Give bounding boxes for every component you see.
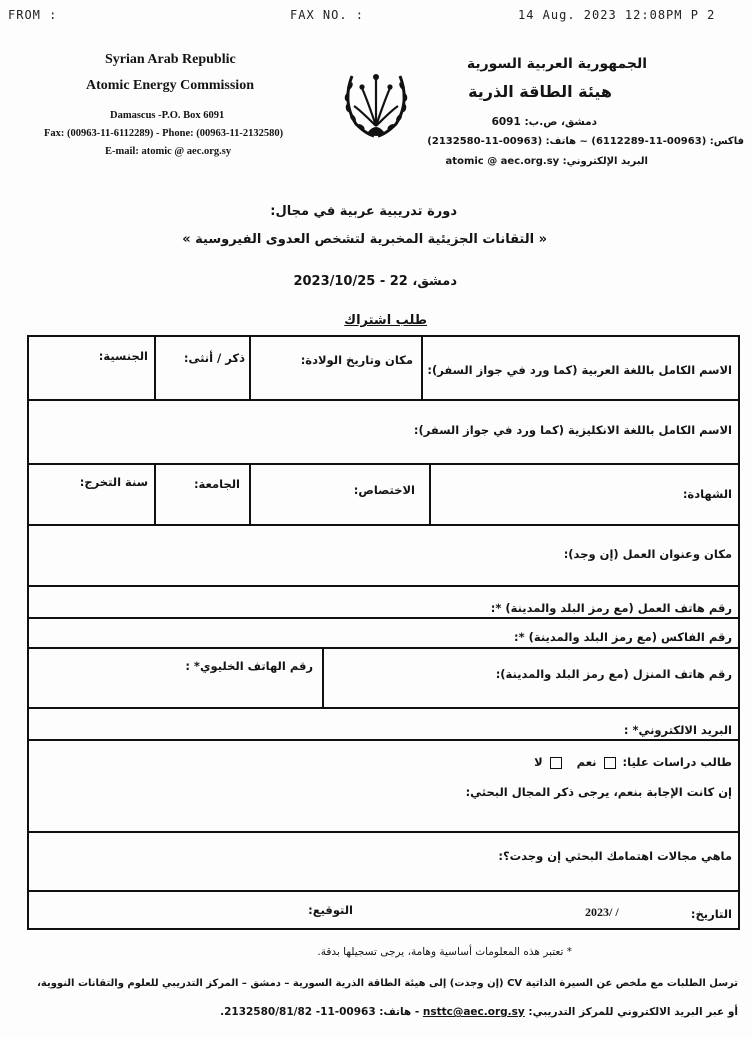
header-en-title2: Atomic Energy Commission	[86, 78, 254, 93]
label-work-phone: رقم هاتف العمل (مع رمز البلد والمدينة) *:	[490, 601, 732, 615]
label-grad-student: طالب دراسات عليا:	[622, 755, 732, 769]
form-divider	[29, 399, 740, 401]
form-divider	[29, 890, 740, 892]
fax-number-label: FAX NO. :	[290, 8, 365, 22]
form-column-divider	[322, 647, 324, 707]
label-date: التاريخ:	[690, 907, 732, 921]
fax-timestamp: 14 Aug. 2023 12:08PM P 2	[518, 8, 716, 22]
header-en-title1: Syrian Arab Republic	[105, 52, 236, 67]
form-divider	[29, 463, 740, 465]
form-divider	[29, 647, 740, 649]
course-dates: دمشق، 22 - 2023/10/25	[293, 274, 457, 289]
header-ar-title2: هيئة الطاقة الذرية	[468, 82, 612, 101]
form-divider	[29, 617, 740, 619]
label-mobile: رقم الهاتف الخليوي* :	[185, 659, 313, 673]
footer-phone: - هاتف: 00963-11- 2132580/81/82.	[220, 1006, 420, 1018]
label-gender: ذكر / أنثى:	[183, 351, 245, 365]
header-ar-contact: فاكس: (00963-11-6112289) ~ هاتف: (00963-11-2132580)	[427, 136, 744, 147]
form-column-divider	[154, 337, 156, 399]
form-column-divider	[421, 337, 423, 399]
label-fax: رقم الفاكس (مع رمز البلد والمدينة) *:	[513, 630, 732, 644]
form-column-divider	[154, 463, 156, 524]
form-divider	[29, 585, 740, 587]
form-title: طلب اشتراك	[344, 313, 427, 328]
form-divider	[29, 831, 740, 833]
header-ar-title1: الجمهورية العربية السورية	[466, 56, 647, 72]
footer-line2	[220, 1006, 738, 1018]
header-en-address: Damascus -P.O. Box 6091	[110, 110, 225, 121]
date-value: 2023/ /	[585, 905, 619, 919]
checkbox-yes[interactable]	[604, 757, 616, 769]
label-birth-place-date: مكان وتاريخ الولادة:	[300, 353, 413, 367]
label-university: الجامعة:	[193, 477, 240, 491]
header-ar-address: دمشق، ص.ب: 6091	[491, 116, 597, 128]
label-degree: الشهادة:	[682, 487, 732, 501]
form-divider	[29, 739, 740, 741]
label-research-field: إن كانت الإجابة بنعم، يرجى ذكر المجال البحثي:	[465, 785, 732, 799]
label-specialty: الاختصاص:	[353, 483, 415, 497]
footer-line1: ترسل الطلبات مع ملخص عن السيرة الذاتية CV (إن وجدت) إلى هيئة الطاقة الذرية السورية – دمشق – المركز التدريبي للعلوم والتقانات النووية،	[37, 978, 738, 989]
footer-note: * تعتبر هذه المعلومات أساسية وهامة، يرجى تسجيلها بدقة.	[317, 946, 572, 958]
label-email: البريد الالكتروني* :	[623, 723, 732, 737]
label-home-phone: رقم هاتف المنزل (مع رمز البلد والمدينة):	[495, 667, 732, 681]
fax-from-label: FROM :	[8, 8, 58, 22]
header-en-contact: Fax: (00963-11-6112289) - Phone: (00963-11-2132580)	[44, 128, 284, 139]
form-divider	[29, 707, 740, 709]
label-no: لا	[534, 755, 543, 769]
course-title: « التقانات الجزيئية المخبرية لتشخص العدوى الفيروسية »	[182, 232, 547, 247]
label-name-english: الاسم الكامل باللغة الانكليزية (كما ورد في جواز السفر):	[413, 423, 732, 437]
application-form	[27, 335, 740, 930]
form-column-divider	[429, 463, 431, 524]
label-signature: التوقيع:	[308, 903, 353, 917]
form-column-divider	[249, 463, 251, 524]
course-intro: دورة تدريبية عربية في مجال:	[270, 204, 457, 219]
label-name-arabic: الاسم الكامل باللغة العربية (كما ورد في جواز السفر):	[427, 363, 732, 377]
footer-email-link[interactable]: nsttc@aec.org.sy	[422, 1006, 525, 1018]
checkbox-no[interactable]	[550, 757, 562, 769]
header-en-email: E-mail: atomic @ aec.org.sy	[105, 146, 232, 157]
footer-email-label: أو عبر البريد الالكتروني للمركز التدريبي:	[528, 1006, 738, 1018]
form-column-divider	[249, 337, 251, 399]
header-ar-email: البريد الإلكتروني: atomic @ aec.org.sy	[445, 156, 648, 167]
aec-emblem-logo	[340, 66, 412, 142]
label-yes: نعم	[576, 755, 597, 769]
label-nationality: الجنسية:	[98, 349, 148, 363]
grad-student-question	[534, 755, 732, 769]
label-research-interests: ماهي مجالات اهتمامك البحثي إن وجدت؟:	[498, 849, 732, 863]
label-graduation-year: سنة التخرج:	[79, 475, 148, 489]
label-work-address: مكان وعنوان العمل (إن وجد):	[563, 547, 732, 561]
form-divider	[29, 524, 740, 526]
